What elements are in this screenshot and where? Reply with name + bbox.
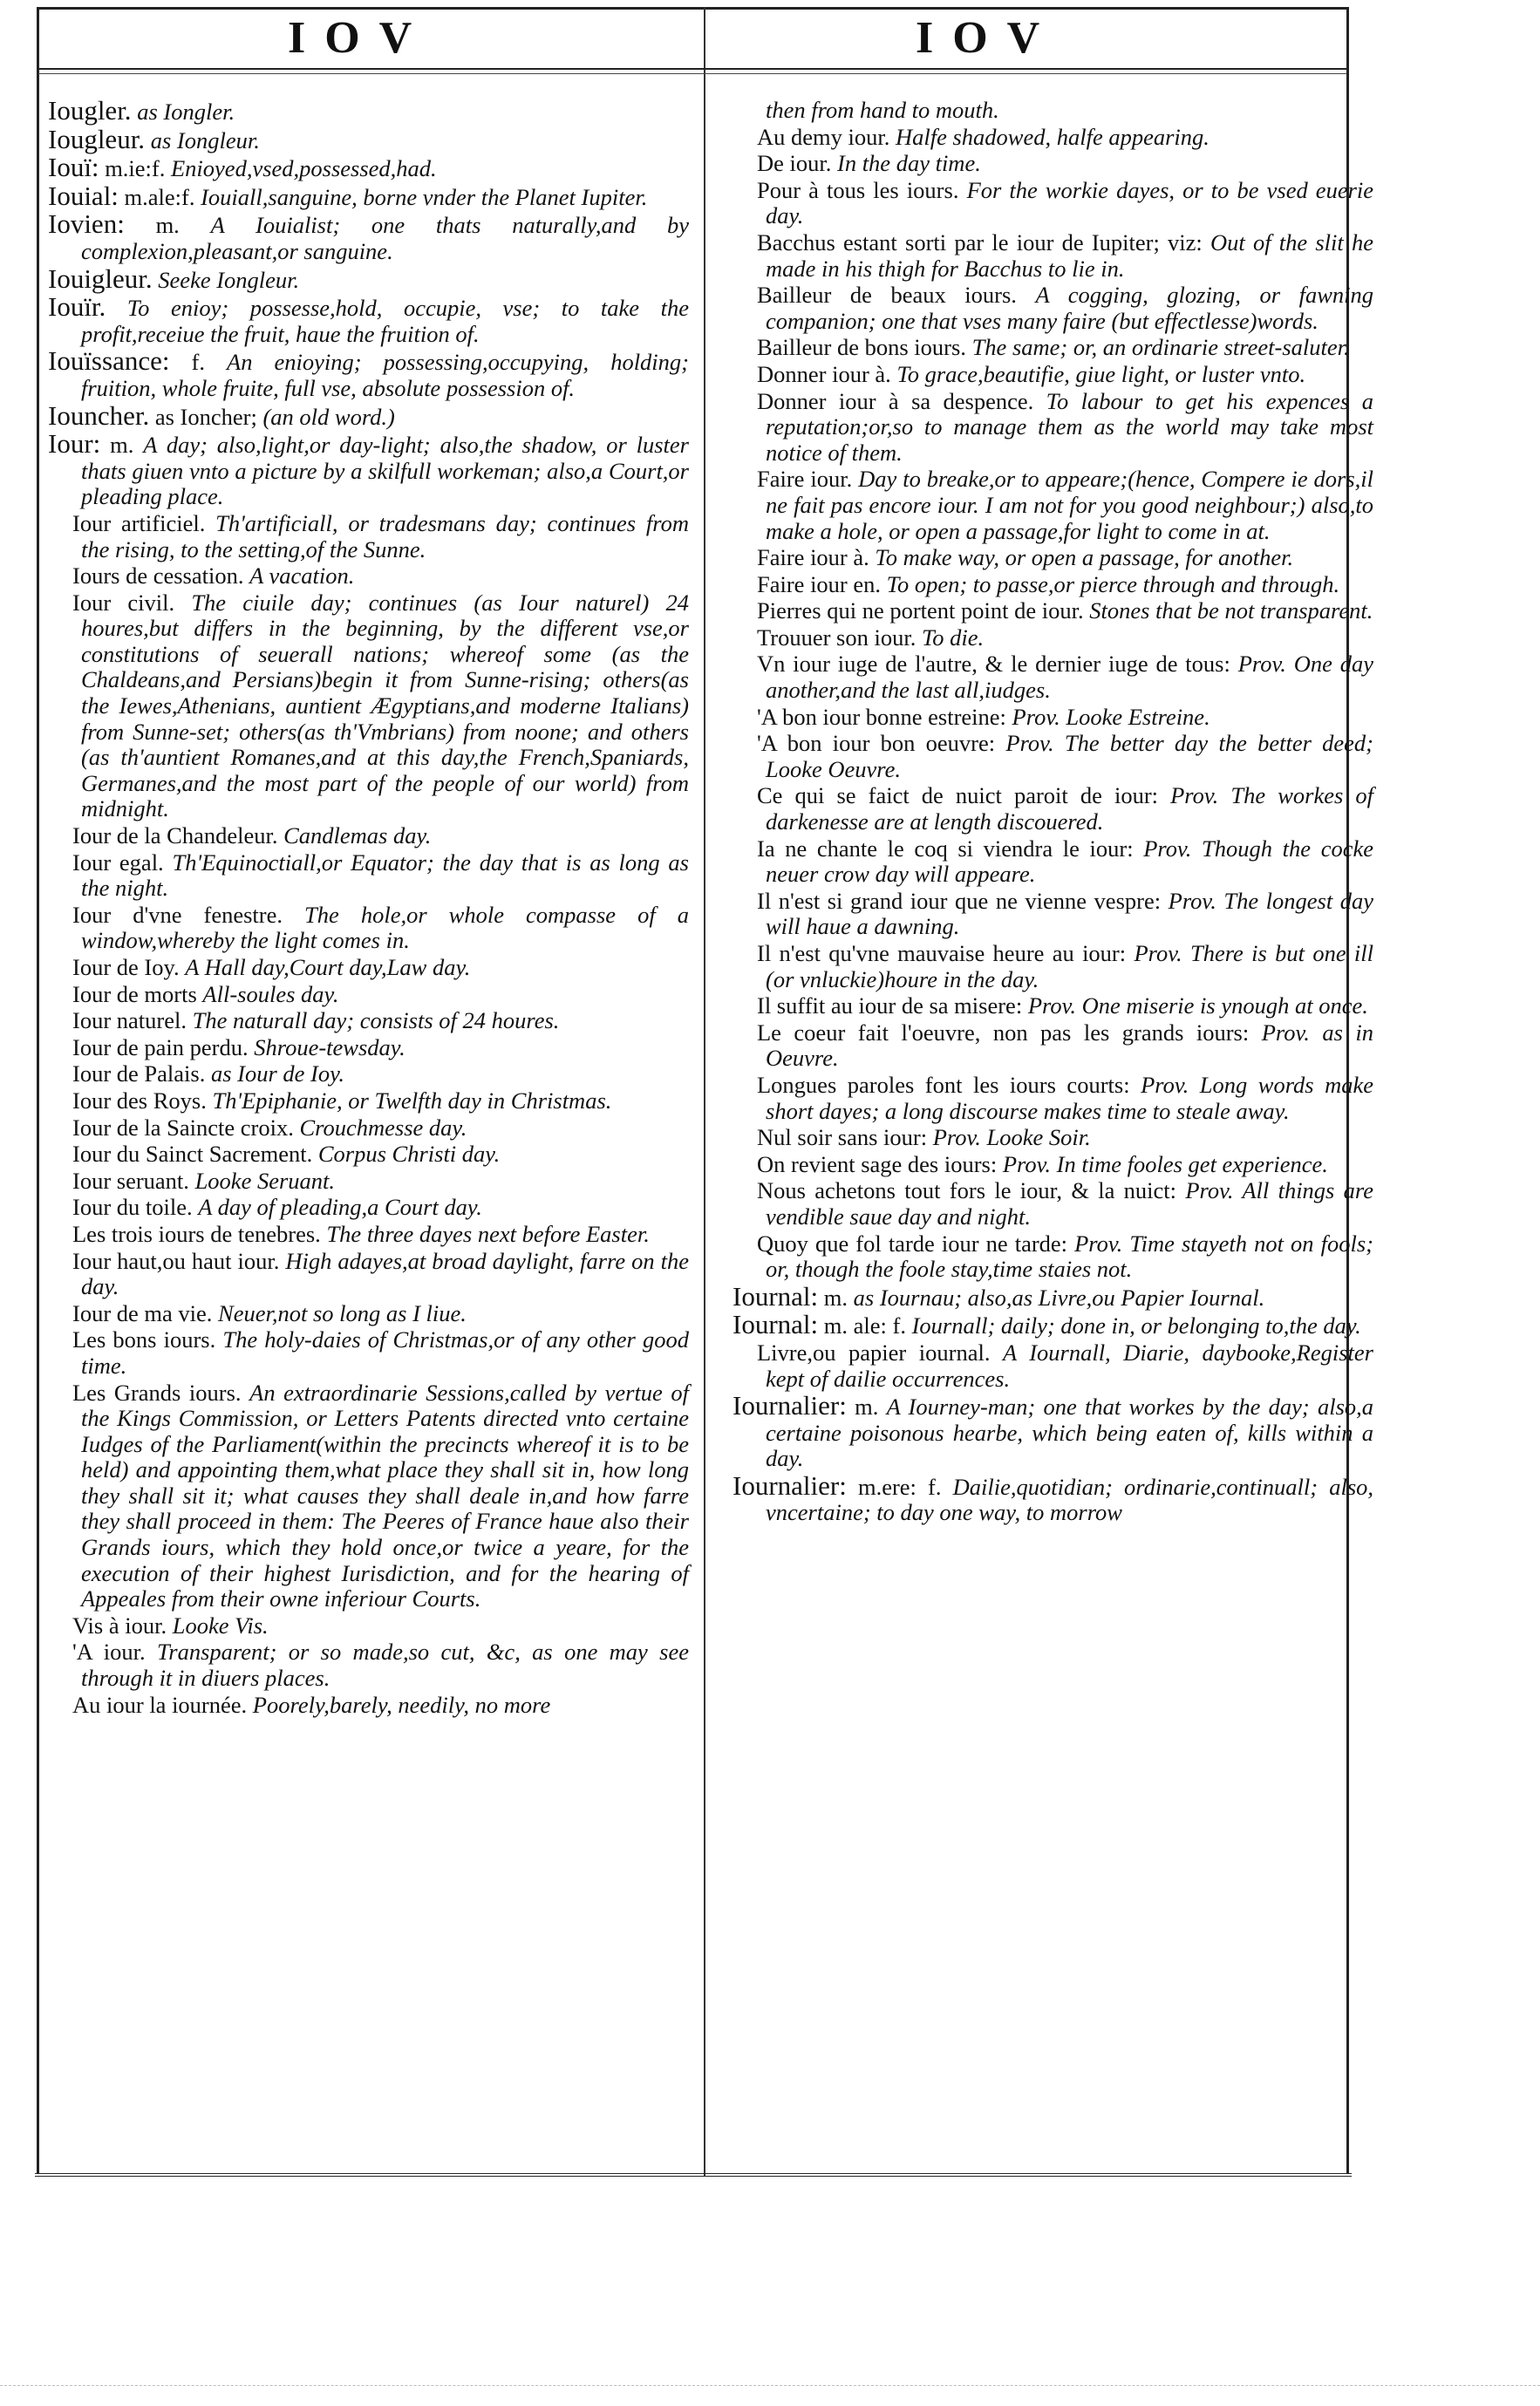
entry-headword: Iouigleur. <box>48 262 153 294</box>
dictionary-entry <box>733 731 1373 782</box>
entry-english: Prov. Long words make short dayes; a long discourse makes time to steale away. <box>766 1071 1373 1124</box>
entry-english: A Iournall, Diarie, daybooke,Register kept of dailie occurrences. <box>766 1339 1373 1392</box>
entry-french: Iour de Ioy. <box>72 954 180 980</box>
entry-french: Il suffit au iour de sa misere: <box>757 992 1023 1019</box>
dictionary-entry <box>733 283 1373 334</box>
entry-english: Prov. Looke Estreine. <box>1012 703 1210 730</box>
entry-english: Prov. The better day the better deed; Looke Oeuvre. <box>766 730 1374 782</box>
dictionary-entry <box>733 362 1373 388</box>
entry-french: m.ale:f. <box>124 183 195 210</box>
dictionary-entry <box>48 180 689 211</box>
entry-french: Iour civil. <box>72 589 175 616</box>
entry-english: Prov. There is but one ill (or vnluckie)houre in the day. <box>766 940 1373 992</box>
entry-french: m.ere: f. <box>857 1473 942 1500</box>
entry-english: Out of the slit he made in his thigh for Bacchus to lie in. <box>766 228 1373 282</box>
dictionary-entry <box>48 345 689 401</box>
dictionary-entry <box>48 1169 689 1195</box>
dictionary-entry <box>733 598 1373 624</box>
entry-french: Iour de pain perdu. <box>72 1033 249 1060</box>
dictionary-entry <box>48 1008 689 1034</box>
entry-english: Prov. One miserie is ynough at once. <box>1027 992 1368 1019</box>
entry-english: The ciuile day; continues (as Iour naturel) 24 houres,but differs in the beginning, by the different vse,or constitutions of seuerall nations; whereof some (as the Chaldeans,and Persians)begin it from Sunne-rising; others(as the Iewes,Athenians, auntient Ægyptians,and moderne Italians) from Sunne-set; others(as th'Vmbrians) from noone; and others (as th'auntient Romanes,and at this day,the French,Spaniards, Germanes,and the most part of the people of our world) from midnight. <box>81 589 689 822</box>
entry-english: To die. <box>921 624 985 651</box>
entry-english: A Iouialist; one thats naturally,and by complexion,pleasant,or sanguine. <box>81 212 690 264</box>
dictionary-entry <box>48 428 689 510</box>
dictionary-entry <box>48 982 689 1008</box>
dictionary-entry <box>733 1020 1373 1072</box>
entry-french: Au iour la iournée. <box>72 1691 248 1718</box>
entry-french: Iour de la Chandeleur. <box>72 822 278 849</box>
entry-french: Quoy que fol tarde iour ne tarde: <box>757 1230 1068 1257</box>
dictionary-entry <box>733 1125 1373 1151</box>
entry-headword: Iougler. <box>48 95 132 126</box>
entry-english: High adayes,at broad daylight, farre on the day. <box>81 1247 689 1300</box>
entry-french: Vn iour iuge de l'autre, & le dernier iuge de tous: <box>757 651 1230 678</box>
entry-english: Iouiall,sanguine, borne vnder the Planet Iupiter. <box>201 183 648 210</box>
entry-english: as Iongleur. <box>150 126 260 153</box>
entry-english: Th'Epiphanie, or Twelfth day in Christmas. <box>212 1087 612 1114</box>
entry-english: To labour to get his expences a reputation;or,so to manage them as the world may take most notice of them. <box>766 387 1374 466</box>
entry-headword: Iournalier: <box>733 1390 847 1421</box>
dictionary-entry <box>733 1469 1374 1526</box>
entry-headword: Iournal: <box>733 1309 819 1340</box>
dictionary-entry <box>733 651 1373 703</box>
dictionary-entry <box>48 563 689 590</box>
entry-headword: Iouïr. <box>48 291 106 323</box>
dictionary-entry <box>48 1222 689 1248</box>
entry-english: Looke Seruant. <box>194 1167 336 1194</box>
entry-english: To enioy; possesse,hold, occupie, vse; to take the profit,receiue the fruit, haue the fruition of. <box>81 295 689 347</box>
entry-english: To open; to passe,or pierce through and through. <box>886 570 1340 597</box>
entry-english: Prov. All things are vendible saue day and night. <box>766 1177 1374 1230</box>
entry-headword: Iougleur. <box>48 123 146 154</box>
entry-english: Candlemas day. <box>283 822 432 849</box>
entry-english: Crouchmesse day. <box>299 1114 467 1141</box>
entry-english: Day to breake,or to appeare;(hence, Compere ie dors,il ne fait pas encore iour. I am not for you good neighbour;) also,to make a hole, or open a passage,for light to come in at. <box>766 466 1374 544</box>
entry-french: Iour de Palais. <box>72 1060 206 1087</box>
entry-english: then from hand to mouth. <box>766 97 999 123</box>
entry-english: A vacation. <box>249 562 355 590</box>
dictionary-entry <box>733 178 1373 229</box>
entry-french: m. <box>110 432 134 459</box>
entry-headword: Iournalier: <box>733 1469 847 1501</box>
entry-french: Trouuer son iour. <box>757 624 917 651</box>
entry-french: On revient sage des iours: <box>757 1150 998 1177</box>
dictionary-entry <box>48 1639 689 1691</box>
dictionary-entry <box>48 511 689 562</box>
entry-french: Iour egal. <box>72 849 164 876</box>
dictionary-entry <box>48 1088 689 1114</box>
entry-french: Ce qui se faict de nuict paroit de iour: <box>757 782 1159 809</box>
entry-headword: Iouïssance: <box>48 345 170 377</box>
entry-french: Nul soir sans iour: <box>757 1124 928 1151</box>
dictionary-entry <box>733 705 1373 731</box>
entry-french: Iour artificiel. <box>72 509 206 536</box>
dictionary-entry <box>48 1301 689 1327</box>
bottom-rule <box>35 2173 1352 2177</box>
entry-french: f. <box>191 349 205 376</box>
entry-english: An extraordinarie Sessions,called by vertue of the Kings Commission, or Letters Patents directed vnto certaine Iudges of the Parliament(within the precincts whereof it is to be held) and appointing them,what place they shall sit in, how long they shall sit it; what causes they shall deale in,and how farre they shall proceed in them: The Peeres of France haue also their Grands iours, which they hold once,or twice a yeare, for the execution of their highest Iurisdiction, and for the hearing of Appeales from their owne inferiour Courts. <box>81 1379 690 1612</box>
dictionary-entry <box>733 125 1373 151</box>
entry-french: Iour d'vne fenestre. <box>72 901 283 928</box>
dictionary-entry <box>733 1152 1373 1178</box>
bleed-through-line <box>0 2385 1540 2386</box>
dictionary-entry <box>733 467 1373 544</box>
entry-headword: Iouï: <box>48 152 99 183</box>
entry-french: Faire iour à. <box>757 544 869 571</box>
entry-french: 'A bon iour bonne estreine: <box>757 703 1006 730</box>
dictionary-entry <box>733 993 1373 1019</box>
entry-french: Les trois iours de tenebres. <box>72 1220 321 1247</box>
entry-french: Iours de cessation. <box>72 562 244 590</box>
entry-english: A day; also,light,or day-light; also,the shadow, or luster thats giuen vnto a picture by a skilfull workeman; also,a Court,or pleading place. <box>81 432 689 510</box>
entry-english: The holy-daies of Christmas,or of any other good time. <box>81 1326 690 1379</box>
entry-french: Il n'est si grand iour que ne vienne vespre: <box>757 887 1162 914</box>
entry-french: Iour de morts <box>72 980 197 1007</box>
dictionary-entry <box>733 1231 1373 1283</box>
entry-french: Donner iour à sa despence. <box>757 387 1034 414</box>
entry-french: Bailleur de bons iours. <box>757 334 966 361</box>
dictionary-entry <box>48 1115 689 1142</box>
dictionary-entry <box>733 572 1373 598</box>
entry-french: Au demy iour. <box>757 123 890 150</box>
entry-french: as Ioncher; <box>154 403 257 430</box>
entry-english: Stones that be not transparent. <box>1089 597 1373 624</box>
dictionary-entry <box>48 154 689 182</box>
left-column <box>48 95 690 1719</box>
entry-english: as Iournau; also,as Livre,ou Papier Iournal. <box>853 1284 1265 1311</box>
entry-french: m. ale: f. <box>823 1312 906 1339</box>
entry-french: Livre,ou papier iournal. <box>757 1339 991 1366</box>
entry-english: Corpus Christi day. <box>317 1141 501 1168</box>
entry-english: To grace,beautifie, giue light, or luster vnto. <box>896 360 1306 387</box>
entry-french: Bacchus estant sorti par le iour de Iupiter; viz: <box>757 228 1203 256</box>
dictionary-entry <box>733 1340 1373 1392</box>
dictionary-entry <box>48 208 690 264</box>
entry-french: Vis à iour. <box>72 1612 167 1639</box>
dictionary-entry <box>48 1061 689 1087</box>
dictionary-entry <box>48 291 689 347</box>
entry-english: Prov. as in Oeuvre. <box>766 1019 1373 1072</box>
dictionary-entry <box>733 151 1373 177</box>
entry-headword: Iour: <box>48 428 101 460</box>
entry-english: A day of pleading,a Court day. <box>198 1194 482 1221</box>
entry-french: De iour. <box>757 150 832 177</box>
entry-french: Les bons iours. <box>72 1326 216 1353</box>
dictionary-entry <box>48 850 689 902</box>
dictionary-entry <box>48 123 689 154</box>
entry-english: as Iongler. <box>137 99 235 125</box>
entry-french: Faire iour. <box>757 466 853 493</box>
entry-french: Nous achetons tout fors le iour, & la nuict: <box>757 1177 1177 1204</box>
dictionary-entry <box>733 783 1373 835</box>
entry-english: For the workie dayes, or to be vsed euerie day. <box>766 176 1374 229</box>
entry-french: Ia ne chante le coq si viendra le iour: <box>757 835 1134 862</box>
entry-english: The naturall day; consists of 24 houres. <box>192 1007 560 1034</box>
right-column <box>733 98 1373 1527</box>
entry-french: Iour du toile. <box>72 1194 193 1221</box>
column-divider <box>704 7 705 2177</box>
entry-english: Transparent; or so made,so cut, &c, as one may see through it in diuers places. <box>81 1639 689 1692</box>
entry-headword: Iouial: <box>48 180 119 211</box>
dictionary-entry <box>733 1390 1374 1472</box>
entry-english: Poorely,barely, needily, no more <box>252 1691 551 1718</box>
dictionary-entry <box>48 95 689 126</box>
dictionary-entry <box>48 1035 689 1061</box>
entry-english: Prov. In time fooles get experience. <box>1002 1150 1328 1177</box>
entry-french: Longues paroles font les iours courts: <box>757 1071 1130 1098</box>
header-rule-thin <box>38 73 1346 74</box>
entry-headword: Iournal: <box>733 1280 819 1312</box>
entry-english: (an old word.) <box>262 403 395 430</box>
running-head-left: IOV <box>288 13 432 63</box>
entry-english: Halfe shadowed, halfe appearing. <box>896 123 1210 150</box>
entry-english: Neuer,not so long as I liue. <box>218 1299 467 1326</box>
entry-english: A Iourney-man; one that workes by the day; also,a certaine poisonous hearbe, which being eaten of, kills within a day. <box>766 1394 1374 1472</box>
dictionary-entry <box>48 1693 689 1719</box>
entry-headword: Iovien: <box>48 208 125 240</box>
dictionary-entry <box>48 903 689 954</box>
entry-english: Prov. Though the cocke neuer crow day will appeare. <box>766 835 1373 888</box>
dictionary-entry <box>733 625 1373 651</box>
entry-french: Iour naturel. <box>72 1007 187 1034</box>
entry-french: Iour haut,ou haut iour. <box>72 1247 280 1274</box>
dictionary-entry <box>48 955 689 981</box>
entry-english: Shroue-tewsday. <box>254 1033 405 1060</box>
entry-french: Iour de ma vie. <box>72 1299 213 1326</box>
dictionary-entry <box>733 836 1373 888</box>
entry-french: Iour des Roys. <box>72 1087 207 1114</box>
entry-english: Enioyed,vsed,possessed,had. <box>171 155 437 182</box>
dictionary-entry <box>733 941 1373 992</box>
entry-french: m.ie:f. <box>105 155 166 182</box>
entry-french: Iour de la Saincte croix. <box>72 1114 294 1141</box>
entry-french: Bailleur de beaux iours. <box>757 282 1017 309</box>
dictionary-entry <box>733 98 1373 124</box>
entry-french: Donner iour à. <box>757 360 891 387</box>
entry-english: Prov. Time stayeth not on fools; or, though the foole stay,time staies not. <box>766 1230 1373 1283</box>
dictionary-entry <box>733 889 1373 940</box>
entry-english: A cogging, glozing, or fawning companion; one that vses many faire (but effectlesse)words. <box>766 282 1373 334</box>
entry-english: Prov. Looke Soir. <box>932 1124 1091 1151</box>
dictionary-entry <box>48 823 689 849</box>
entry-french: Pierres qui ne portent point de iour. <box>757 597 1084 624</box>
entry-english: Th'artificiall, or tradesmans day; continues from the rising, to the setting,of the Sunne. <box>81 509 689 562</box>
entry-english: Prov. The longest day will haue a dawning. <box>766 887 1374 940</box>
entry-english: Iournall; daily; done in, or belonging to,the day. <box>911 1312 1361 1339</box>
entry-english: All-soules day. <box>202 980 339 1007</box>
entry-english: The three dayes next before Easter. <box>326 1220 650 1247</box>
entry-english: Dailie,quotidian; ordinarie,continuall; also, vncertaine; to day one way, to morrow <box>766 1473 1374 1526</box>
entry-english: The same; or, an ordinarie street-saluter. <box>971 334 1350 361</box>
dictionary-entry <box>733 1073 1373 1124</box>
entry-english: Seeke Iongleur. <box>158 266 300 293</box>
entry-french: Les Grands iours. <box>72 1379 242 1406</box>
entry-french: Le coeur fait l'oeuvre, non pas les grands iours: <box>757 1019 1250 1046</box>
entry-headword: Iouncher. <box>48 399 150 431</box>
dictionary-entry <box>733 389 1373 467</box>
dictionary-entry <box>48 1249 689 1300</box>
entry-english: Prov. The workes of darkenesse are at length discouered. <box>766 782 1374 835</box>
entry-french: 'A iour. <box>72 1639 146 1666</box>
dictionary-entry <box>48 1195 689 1221</box>
dictionary-entry <box>733 545 1373 571</box>
dictionary-entry <box>48 1142 689 1168</box>
entry-french: m. <box>155 212 180 239</box>
dictionary-entry <box>733 230 1373 282</box>
dictionary-entry <box>733 335 1373 361</box>
entry-french: Faire iour en. <box>757 570 882 597</box>
entry-english: Looke Vis. <box>172 1612 269 1639</box>
entry-english: as Iour de Ioy. <box>210 1060 345 1087</box>
dictionary-entry <box>48 1327 689 1379</box>
dictionary-entry <box>48 262 689 294</box>
entry-french: Il n'est qu'vne mauvaise heure au iour: <box>757 940 1127 966</box>
entry-french: 'A bon iour bon oeuvre: <box>757 730 996 757</box>
entry-english: A Hall day,Court day,Law day. <box>185 954 471 980</box>
dictionary-entry <box>48 399 689 431</box>
entry-english: An enioying; possessing,occupying, holding; fruition, whole fruite, full vse, absolute possession of. <box>81 349 689 401</box>
entry-english: The hole,or whole compasse of a window,whereby the light comes in. <box>81 901 690 954</box>
entry-english: In the day time. <box>837 150 981 177</box>
dictionary-entry <box>48 1613 689 1639</box>
running-head-right: IOV <box>916 13 1060 63</box>
dictionary-entry <box>733 1280 1373 1312</box>
dictionary-entry <box>48 590 689 822</box>
header-rule <box>38 68 1346 70</box>
entry-english: Th'Equinoctiall,or Equator; the day that is as long as the night. <box>81 849 689 902</box>
dictionary-entry <box>48 1380 689 1612</box>
dictionary-entry <box>733 1178 1373 1230</box>
entry-french: Pour à tous les iours. <box>757 176 959 203</box>
entry-french: m. <box>823 1284 848 1311</box>
entry-french: Iour seruant. <box>72 1167 189 1194</box>
entry-english: Prov. One day another,and the last all,iudges. <box>766 651 1373 704</box>
entry-english: To make way, or open a passage, for another. <box>875 544 1294 571</box>
entry-french: Iour du Sainct Sacrement. <box>72 1141 313 1168</box>
dictionary-entry <box>733 1309 1373 1340</box>
entry-french: m. <box>855 1394 879 1421</box>
